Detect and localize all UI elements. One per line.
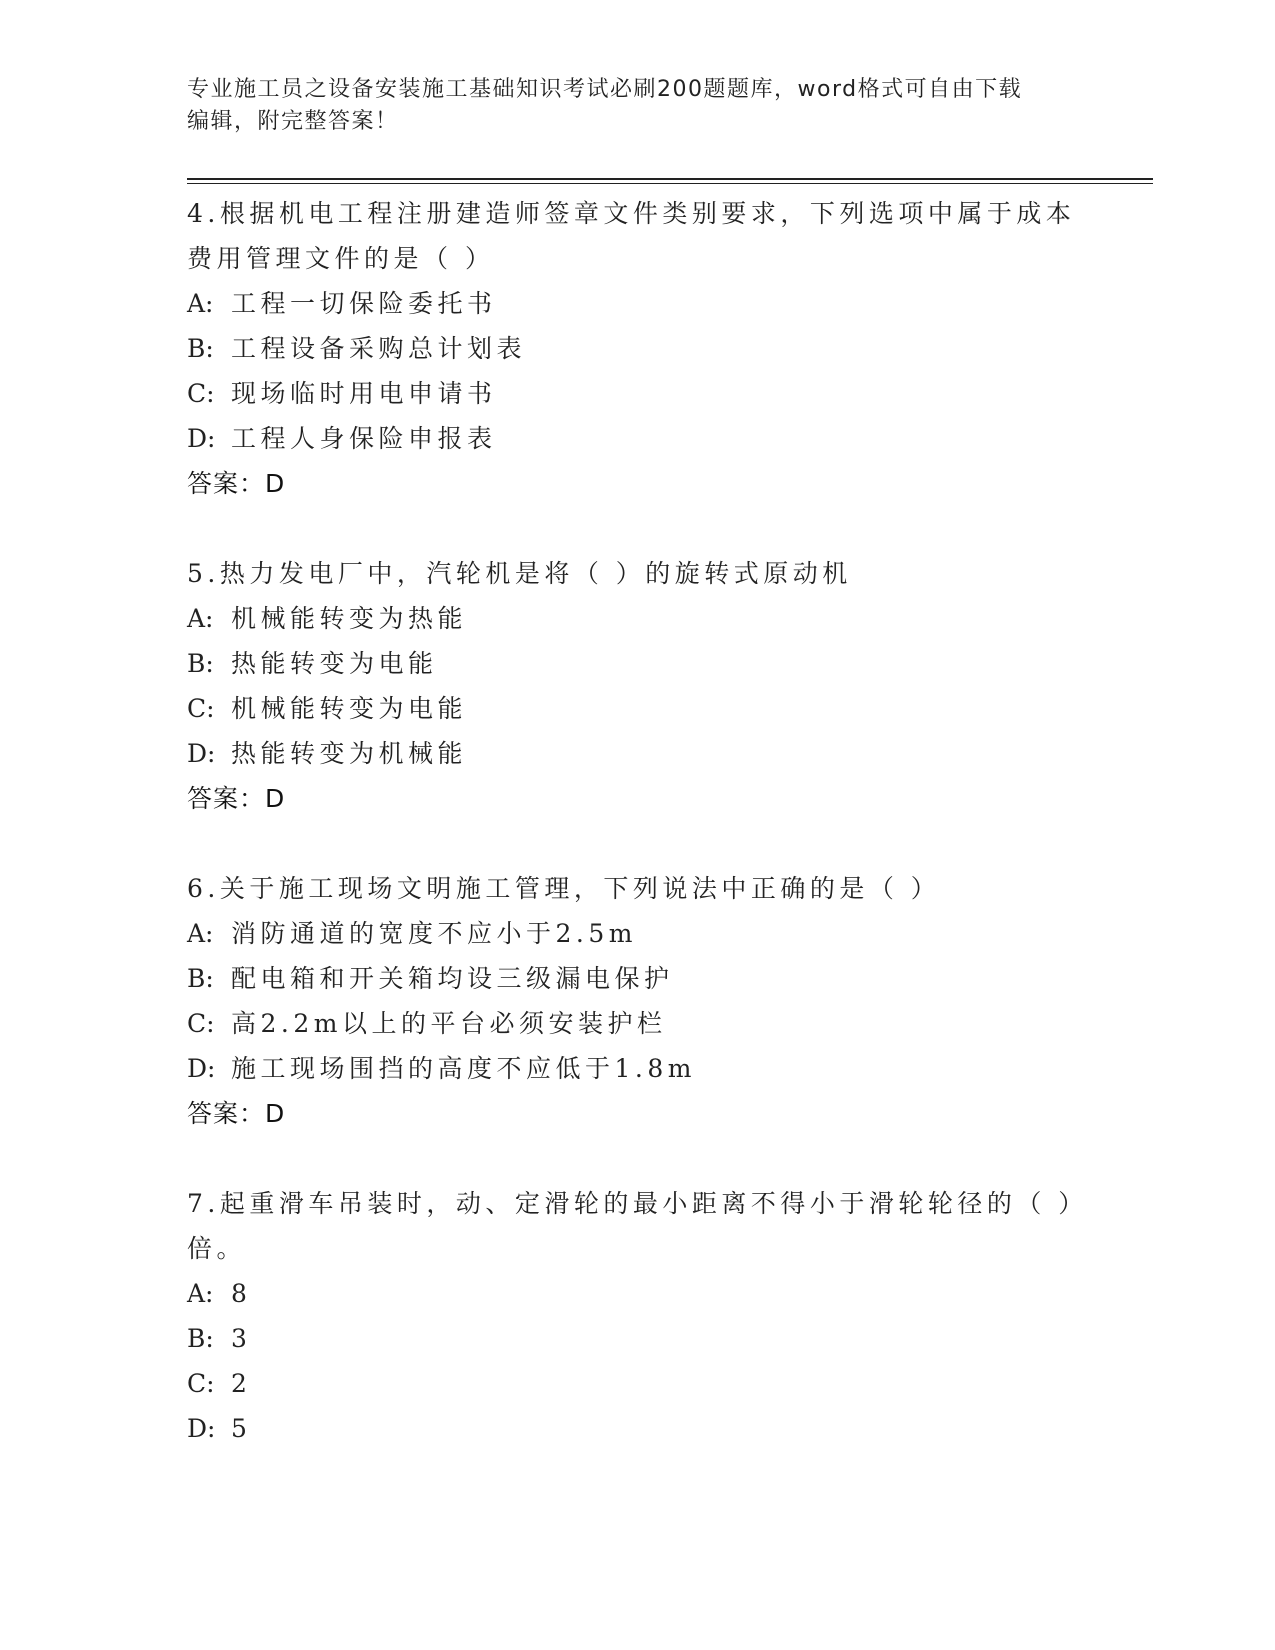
option-text: 配电箱和开关箱均设三级漏电保护: [231, 964, 674, 993]
header-divider-thick: [187, 178, 1153, 180]
option-letter: C:: [187, 694, 215, 723]
option-letter: C:: [187, 1369, 215, 1398]
spacer: [187, 821, 1087, 866]
spacer: [187, 506, 1087, 551]
question-stem-line: 7.起重滑车吊装时，动、定滑轮的最小距离不得小于滑轮轮径的（ ）: [187, 1189, 1088, 1218]
option-a: [187, 911, 1087, 956]
option-a: [187, 281, 1087, 326]
option-text: 消防通道的宽度不应小于2.5m: [231, 919, 637, 948]
option-d: [187, 731, 1087, 776]
option-letter: C:: [187, 1009, 215, 1038]
question-stem-line: 4.根据机电工程注册建造师签章文件类别要求，下列选项中属于成本: [187, 199, 1076, 228]
answer-line: 答案：D: [187, 1099, 286, 1128]
option-text: 高2.2m以上的平台必须安装护栏: [231, 1009, 667, 1038]
answer-line: 答案：D: [187, 784, 286, 813]
option-b: [187, 956, 1087, 1001]
option-text: 现场临时用电申请书: [231, 379, 497, 408]
option-text: 工程设备采购总计划表: [231, 334, 527, 363]
header-line-2: 编辑，附完整答案！: [187, 109, 399, 134]
question-5: [187, 551, 1087, 821]
question-6: [187, 866, 1087, 1136]
option-letter: C:: [187, 379, 215, 408]
option-text: 机械能转变为电能: [231, 694, 468, 723]
question-stem-line: 5.热力发电厂中，汽轮机是将（ ）的旋转式原动机: [187, 559, 852, 588]
option-b: [187, 326, 1087, 371]
option-letter: A:: [187, 919, 214, 948]
option-c: [187, 686, 1087, 731]
option-text: 5: [231, 1414, 252, 1443]
answer-line: 答案：D: [187, 469, 286, 498]
option-a: [187, 1271, 1087, 1316]
option-text: 热能转变为机械能: [231, 739, 468, 768]
option-c: [187, 1361, 1087, 1406]
document-header: [187, 74, 1087, 138]
header-line-1: 专业施工员之设备安装施工基础知识考试必刷200题题库，word格式可自由下载: [187, 77, 1023, 102]
option-letter: D:: [187, 424, 216, 453]
option-letter: B:: [187, 649, 214, 678]
question-7: [187, 1181, 1087, 1451]
option-c: [187, 371, 1087, 416]
option-letter: D:: [187, 739, 216, 768]
option-letter: B:: [187, 1324, 214, 1353]
question-list: [187, 191, 1087, 1451]
option-text: 2: [231, 1369, 252, 1398]
option-d: [187, 1406, 1087, 1451]
option-text: 工程一切保险委托书: [231, 289, 497, 318]
option-letter: A:: [187, 289, 214, 318]
option-text: 8: [231, 1279, 252, 1308]
option-b: [187, 1316, 1087, 1361]
spacer: [187, 1136, 1087, 1181]
question-4: [187, 191, 1087, 506]
question-stem-line: 6.关于施工现场文明施工管理，下列说法中正确的是（ ）: [187, 874, 941, 903]
option-text: 3: [231, 1324, 252, 1353]
option-text: 热能转变为电能: [231, 649, 438, 678]
header-divider-thin: [187, 183, 1153, 184]
option-letter: A:: [187, 604, 214, 633]
option-letter: B:: [187, 334, 214, 363]
question-stem-line: 费用管理文件的是（ ）: [187, 244, 495, 273]
option-d: [187, 1046, 1087, 1091]
option-letter: D:: [187, 1414, 216, 1443]
option-a: [187, 596, 1087, 641]
option-d: [187, 416, 1087, 461]
option-letter: B:: [187, 964, 214, 993]
option-letter: D:: [187, 1054, 216, 1083]
option-text: 机械能转变为热能: [231, 604, 468, 633]
option-text: 工程人身保险申报表: [231, 424, 497, 453]
option-c: [187, 1001, 1087, 1046]
question-stem-line: 倍。: [187, 1234, 247, 1263]
option-letter: A:: [187, 1279, 214, 1308]
option-text: 施工现场围挡的高度不应低于1.8m: [231, 1054, 696, 1083]
option-b: [187, 641, 1087, 686]
